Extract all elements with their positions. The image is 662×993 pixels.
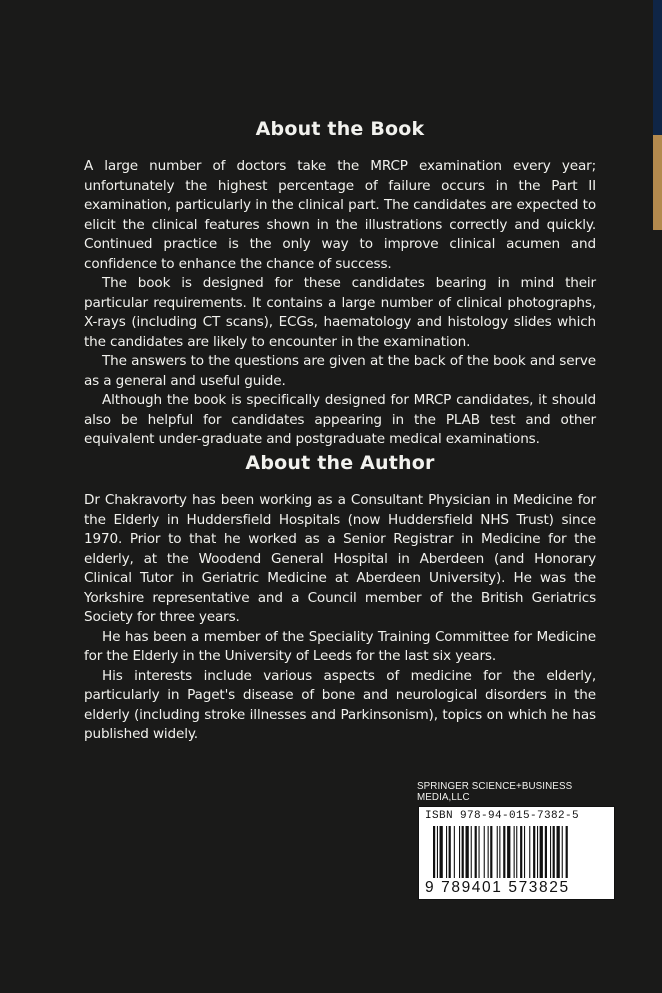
barcode-bar	[516, 826, 517, 878]
spine-stripe-navy	[653, 0, 662, 135]
barcode-bar	[557, 826, 560, 878]
about-book-paragraph: Although the book is specifically designed for MRCP candidates, it should also be helpful for candidates appearing in the PLAB test and other equivalent under-graduate and postgraduate medical examinations.	[84, 392, 596, 447]
barcode-bar	[553, 826, 555, 878]
about-author-paragraph: He has been a member of the Speciality Training Committee for Medicine for the Elderly in the University of Leeds for the last six years.	[84, 628, 596, 664]
about-book-paragraph: The book is designed for these candidates bearing in mind their particular requirements. It contains a large number of clinical photographs, X-rays (including CT scans), ECGs, haematology and histology slides which the candidates are likely to encounter in the examination.	[84, 275, 596, 350]
barcode-bar	[454, 826, 455, 878]
barcode-bar	[540, 826, 543, 878]
barcode-bar	[507, 826, 510, 878]
barcode-bar	[459, 826, 460, 878]
spine-stripe-gold	[653, 135, 662, 230]
barcode-bar	[440, 826, 443, 878]
barcode-bar	[520, 826, 522, 878]
barcode-bar	[488, 826, 489, 878]
barcode-bar	[490, 826, 492, 878]
barcode-bar	[503, 826, 505, 878]
about-author-paragraph: His interests include various aspects of medicine for the elderly, particularly in Paget's disease of bone and neurological disorders in the elderly (including stroke illnesses and Parkinsonism), topics on which he has published widely.	[84, 667, 596, 742]
about-book-section	[84, 157, 596, 450]
about-book-heading: About the Book	[255, 118, 425, 140]
barcode-bar	[562, 826, 563, 878]
isbn-digits: 9 789401 573825	[425, 879, 570, 896]
barcode-bar	[479, 826, 480, 878]
barcode-bar	[466, 826, 469, 878]
about-author-heading: About the Author	[245, 452, 435, 474]
barcode-bar	[524, 826, 525, 878]
barcode-bar	[550, 826, 551, 878]
publisher-imprint: SPRINGER SCIENCE+BUSINESS MEDIA,LLC	[417, 781, 573, 803]
barcode-bar	[499, 826, 500, 878]
barcode-bar	[537, 826, 538, 878]
barcode-bar	[462, 826, 464, 878]
about-book-paragraph: A large number of doctors take the MRCP examination every year; unfortunately the highest percentage of failure occurs in the Part II examination, particularly in the clinical part. The candidates are expected to elicit the clinical features shown in the illustrations correctly and quickly. Continued practice is the only way to improve clinical acumen and confidence to enhance the chance of success.	[84, 158, 596, 272]
isbn-label: ISBN 978-94-015-7382-5	[425, 810, 580, 822]
barcode-bar	[446, 826, 447, 878]
about-author-paragraph: Dr Chakravorty has been working as a Consultant Physician in Medicine for the Elderly in Huddersfield Hospitals (now Huddersfield NHS Trust) since 1970. Prior to that he worked as a Senior Registrar in Medicine for the elderly, at the Woodend General Hospital in Aberdeen (and Honorary Clinical Tutor in Geriatric Medicine at Aberdeen University). He was the Yorkshire representative and a Council member of the British Geriatrics Society for three years.	[84, 492, 596, 625]
barcode-bar	[514, 826, 515, 878]
isbn-barcode	[418, 806, 615, 900]
barcode-bar	[433, 826, 435, 878]
barcode-bar	[545, 826, 547, 878]
barcode-bar	[449, 826, 451, 878]
barcode-bar	[471, 826, 472, 878]
barcode-bar	[475, 826, 477, 878]
barcode-bars	[433, 826, 603, 878]
about-author-section	[84, 491, 596, 745]
barcode-bar	[529, 826, 530, 878]
barcode-bar	[437, 826, 438, 878]
barcode-bar	[533, 826, 535, 878]
barcode-bar	[566, 826, 568, 878]
barcode-bar	[497, 826, 498, 878]
about-book-paragraph: The answers to the questions are given at the back of the book and serve as a general and useful guide.	[84, 353, 596, 389]
barcode-bar	[484, 826, 485, 878]
